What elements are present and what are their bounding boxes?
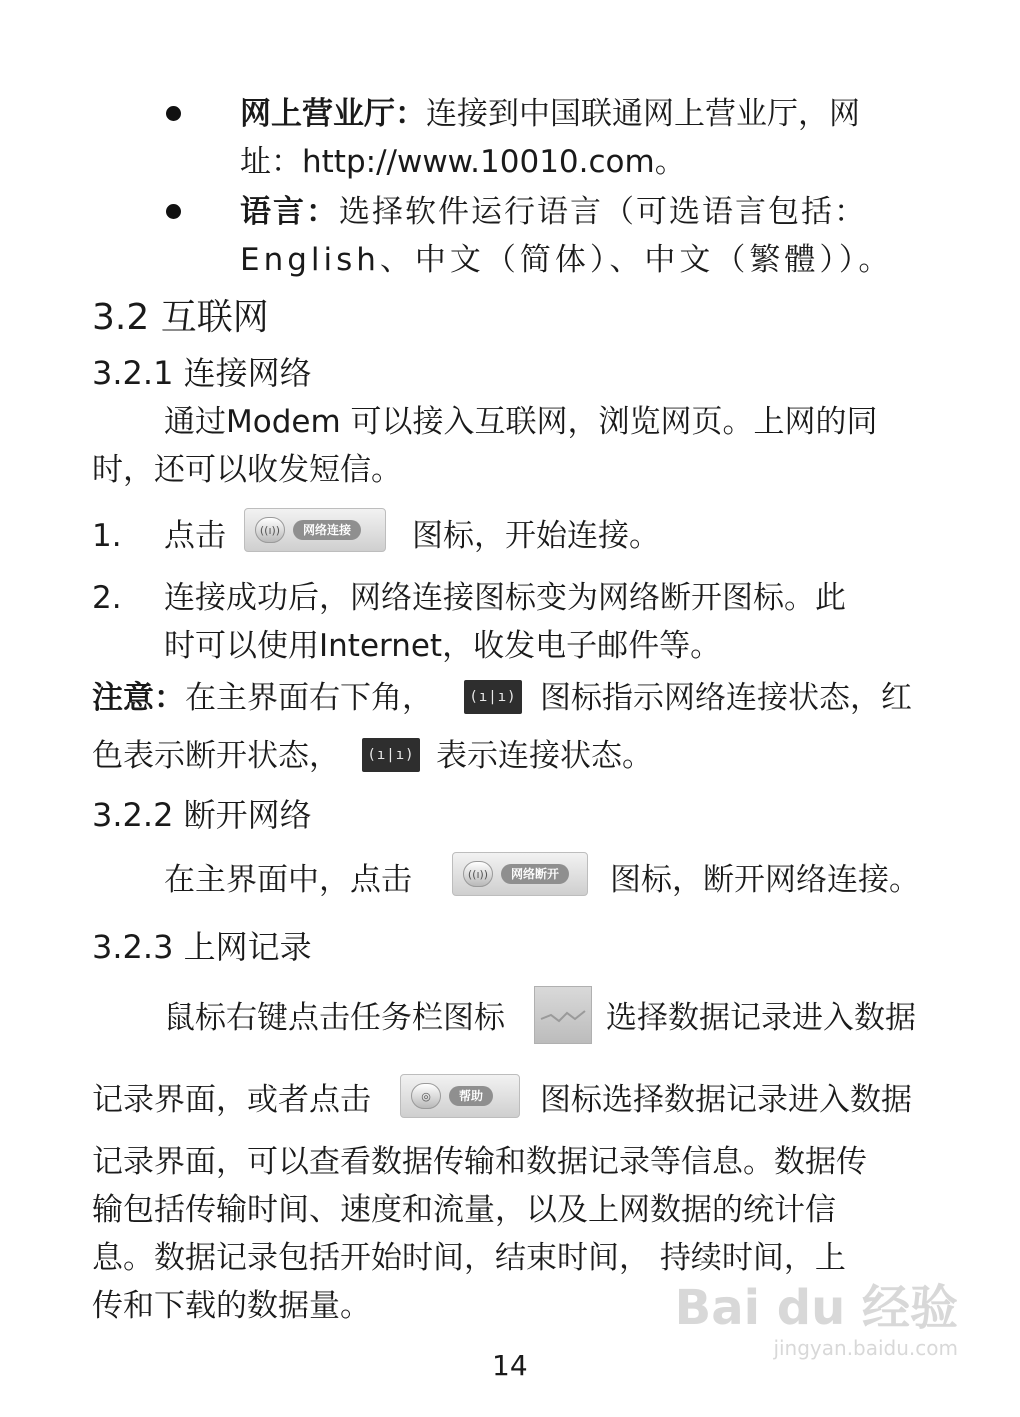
connect-network-button[interactable]: [244, 508, 386, 552]
bullet-dot: [166, 106, 181, 121]
paragraph-line: 图标选择数据记录进入数据: [540, 1082, 912, 1118]
disconnect-network-button[interactable]: [452, 852, 588, 896]
section-title: 3.2 互联网: [92, 297, 269, 338]
paragraph-line: 记录界面，或者点击: [92, 1082, 371, 1118]
bullet-line: [240, 94, 860, 134]
note-line: [92, 678, 433, 718]
bullet-line: English、中文（简体）、中文（繁體））。: [240, 242, 894, 278]
signal-icon: ((ı)): [463, 861, 493, 887]
lifebuoy-icon: ◎: [411, 1083, 441, 1109]
watermark-url: jingyan.baidu.com: [773, 1336, 958, 1360]
bullet-line: 址：http://www.10010.com。: [240, 144, 686, 180]
help-button-label: 帮助: [449, 1086, 493, 1106]
watermark-brand: Bai du 经验: [674, 1280, 958, 1336]
bullet-line: [240, 192, 867, 232]
step-text: 连接成功后，网络连接图标变为网络断开图标。此: [164, 580, 846, 616]
step-number: 2.: [92, 580, 122, 616]
step-number: 1.: [92, 518, 122, 554]
disconnect-button-label: 网络断开: [501, 864, 569, 884]
bullet-dot: [166, 204, 181, 219]
subsection-title: 3.2.1 连接网络: [92, 354, 312, 392]
connect-button-label: 网络连接: [293, 520, 361, 540]
bullet-label: 语言：: [240, 194, 339, 230]
paragraph-line: 鼠标右键点击任务栏图标: [164, 1000, 505, 1036]
paragraph-line: 输包括传输时间、速度和流量，以及上网数据的统计信: [92, 1192, 836, 1228]
step-text: 图标，开始连接。: [412, 518, 660, 554]
note-text: 表示连接状态。: [436, 738, 653, 774]
paragraph-line: 在主界面中，点击: [164, 862, 412, 898]
note-text: 在主界面右下角，: [185, 680, 433, 716]
bullet-label: 网上营业厅：: [240, 96, 426, 132]
paragraph-line: 图标，断开网络连接。: [610, 862, 920, 898]
subsection-title: 3.2.2 断开网络: [92, 796, 312, 834]
page-number: 14: [492, 1349, 528, 1382]
paragraph-line: 时，还可以收发短信。: [92, 452, 402, 488]
note-text: 色表示断开状态，: [92, 738, 340, 774]
taskbar-wave-icon[interactable]: [534, 986, 592, 1044]
paragraph-line: 记录界面，可以查看数据传输和数据记录等信息。数据传: [92, 1144, 867, 1180]
signal-icon: ((ı)): [255, 517, 285, 543]
note-label: 注意：: [92, 680, 185, 716]
paragraph-line: 通过Modem 可以接入互联网，浏览网页。上网的同: [164, 404, 878, 440]
network-status-connected-icon: (ı|ı): [362, 738, 420, 772]
paragraph-line: 传和下载的数据量。: [92, 1288, 371, 1324]
subsection-title: 3.2.3 上网记录: [92, 928, 312, 966]
bullet-text: 选择软件运行语言（可选语言包括：: [339, 194, 867, 230]
note-text: 图标指示网络连接状态，红: [540, 680, 912, 716]
paragraph-line: 选择数据记录进入数据: [606, 1000, 916, 1036]
step-text: 时可以使用Internet，收发电子邮件等。: [164, 628, 722, 664]
help-button[interactable]: [400, 1074, 520, 1118]
paragraph-line: 息。数据记录包括开始时间，结束时间， 持续时间，上: [92, 1240, 846, 1276]
step-text: 点击: [164, 518, 226, 554]
bullet-text: 连接到中国联通网上营业厅，网: [426, 96, 860, 132]
network-status-disconnected-icon: (ı|ı): [464, 680, 522, 714]
wave-icon: [535, 987, 591, 1043]
baidu-watermark: [675, 1280, 958, 1360]
